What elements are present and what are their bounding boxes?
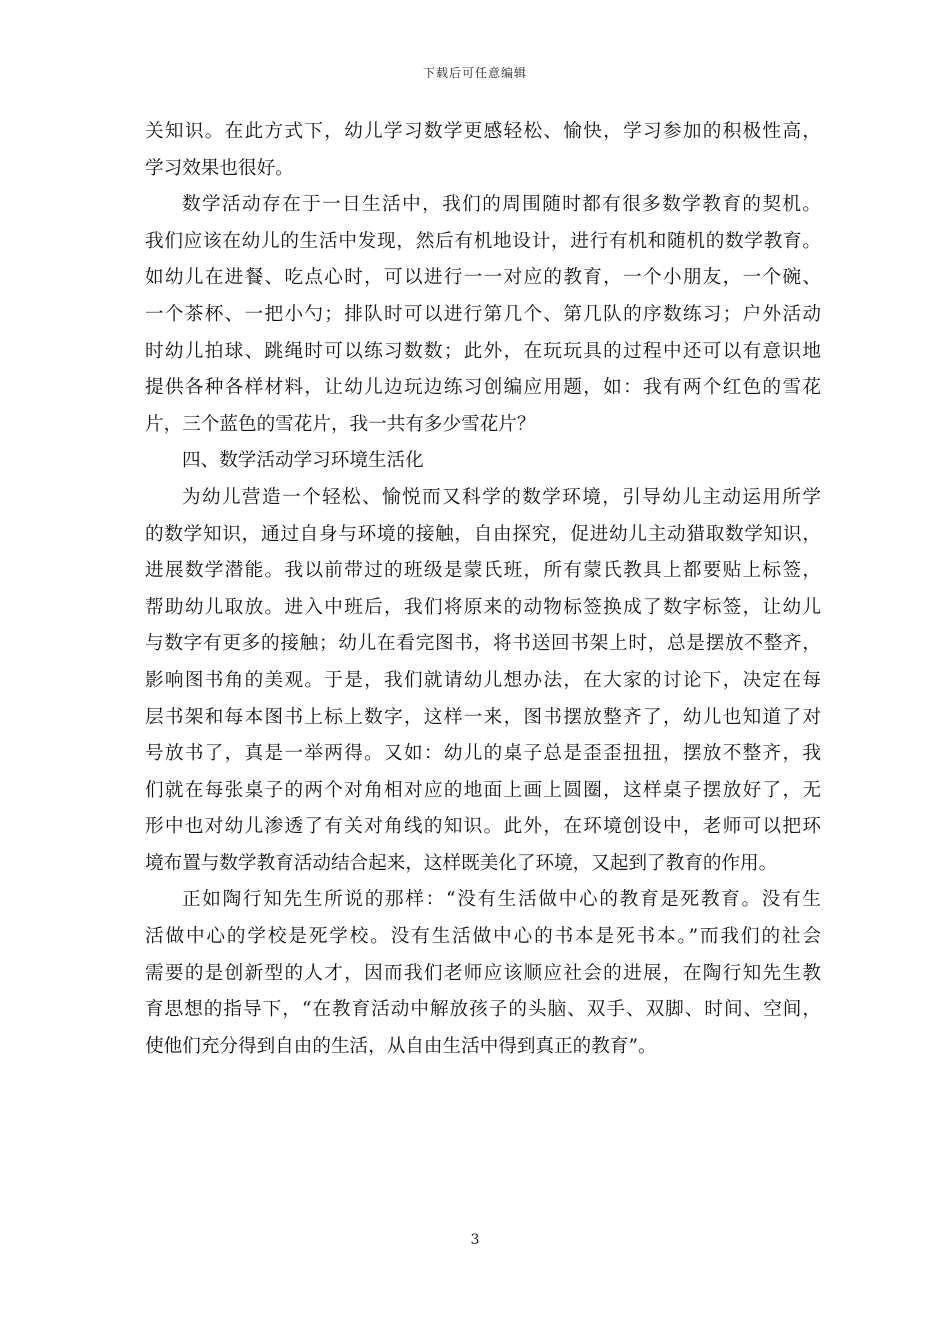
- page-header: 下载后可任意编辑: [422, 66, 527, 80]
- paragraph-4: [145, 882, 821, 1065]
- text-line: 数学活动存在于一日生活中，我们的周围随时都有很多数学教育的契机。: [182, 194, 821, 216]
- document-body: [145, 114, 821, 1065]
- text-line: 为幼儿营造一个轻松、愉悦而又科学的数学环境，引导幼儿主动运用所学: [182, 486, 821, 508]
- text-line: 需要的是创新型的人才，因而我们老师应该顺应社会的进展，在陶行知先生教: [145, 962, 821, 984]
- text-line: 帮助幼儿取放。进入中班后，我们将原来的动物标签换成了数字标签，让幼儿: [145, 596, 821, 618]
- text-line: 正如陶行知先生所说的那样：“没有生活做中心的教育是死教育。没有生: [182, 889, 821, 911]
- text-line: 关知识。在此方式下，幼儿学习数学更感轻松、愉快，学习参加的积极性高，: [145, 121, 821, 142]
- text-line: 境布置与数学教育活动结合起来，这样既美化了环境，又起到了教育的作用。: [145, 852, 778, 874]
- text-line: 一个茶杯、一把小勺；排队时可以进行第几个、第几队的序数练习；户外活动: [145, 303, 821, 325]
- text-line: 形中也对幼儿渗透了有关对角线的知识。此外，在环境创设中，老师可以把环: [145, 816, 821, 838]
- text-line: 层书架和每本图书上标上数字，这样一来，图书摆放整齐了，幼儿也知道了对: [145, 706, 821, 728]
- text-line: 片，三个蓝色的雪花片，我一共有多少雪花片？: [145, 413, 536, 435]
- text-line: 育思想的指导下，“在教育活动中解放孩子的头脑、双手、双脚、时间、空间，: [145, 999, 821, 1021]
- text-line: 与数字有更多的接触；幼儿在看完图书，将书送回书架上时，总是摆放不整齐，: [145, 633, 821, 655]
- text-line: 的数学知识，通过自身与环境的接触，自由探究，促进幼儿主动猎取数学知识，: [145, 523, 821, 545]
- text-line: 们就在每张桌子的两个对角相对应的地面上画上圆圈，这样桌子摆放好了，无: [145, 779, 821, 801]
- section-heading: [145, 443, 821, 480]
- text-line: 号放书了，真是一举两得。又如：幼儿的桌子总是歪歪扭扭，摆放不整齐，我: [145, 743, 821, 765]
- paragraph-2: [145, 187, 821, 443]
- paragraph-1: [145, 114, 821, 187]
- text-line: 时幼儿拍球、跳绳时可以练习数数；此外，在玩玩具的过程中还可以有意识地: [145, 340, 821, 362]
- text-line: 活做中心的学校是死学校。没有生活做中心的书本是死书本。”而我们的社会: [145, 926, 821, 948]
- text-line: 使他们充分得到自由的生活，从自由生活中得到真正的教育”。: [145, 1035, 657, 1057]
- text-line: 提供各种各样材料，让幼儿边玩边练习创编应用题，如：我有两个红色的雪花: [145, 377, 821, 399]
- text-line: 我们应该在幼儿的生活中发现，然后有机地设计，进行有机和随机的数学教育。: [145, 230, 821, 252]
- paragraph-3: [145, 480, 821, 883]
- text-line: 如幼儿在进餐、吃点心时，可以进行一一对应的教育，一个小朋友，一个碗、: [145, 267, 821, 289]
- text-line: 学习效果也很好。: [145, 157, 294, 179]
- section-heading-text: 四、数学活动学习环境生活化: [182, 450, 424, 472]
- page-number: 3: [470, 1232, 480, 1248]
- text-line: 进展数学潜能。我以前带过的班级是蒙氏班，所有蒙氏教具上都要贴上标签，: [145, 560, 821, 582]
- text-line: 影响图书角的美观。于是，我们就请幼儿想办法，在大家的讨论下，决定在每: [145, 669, 821, 691]
